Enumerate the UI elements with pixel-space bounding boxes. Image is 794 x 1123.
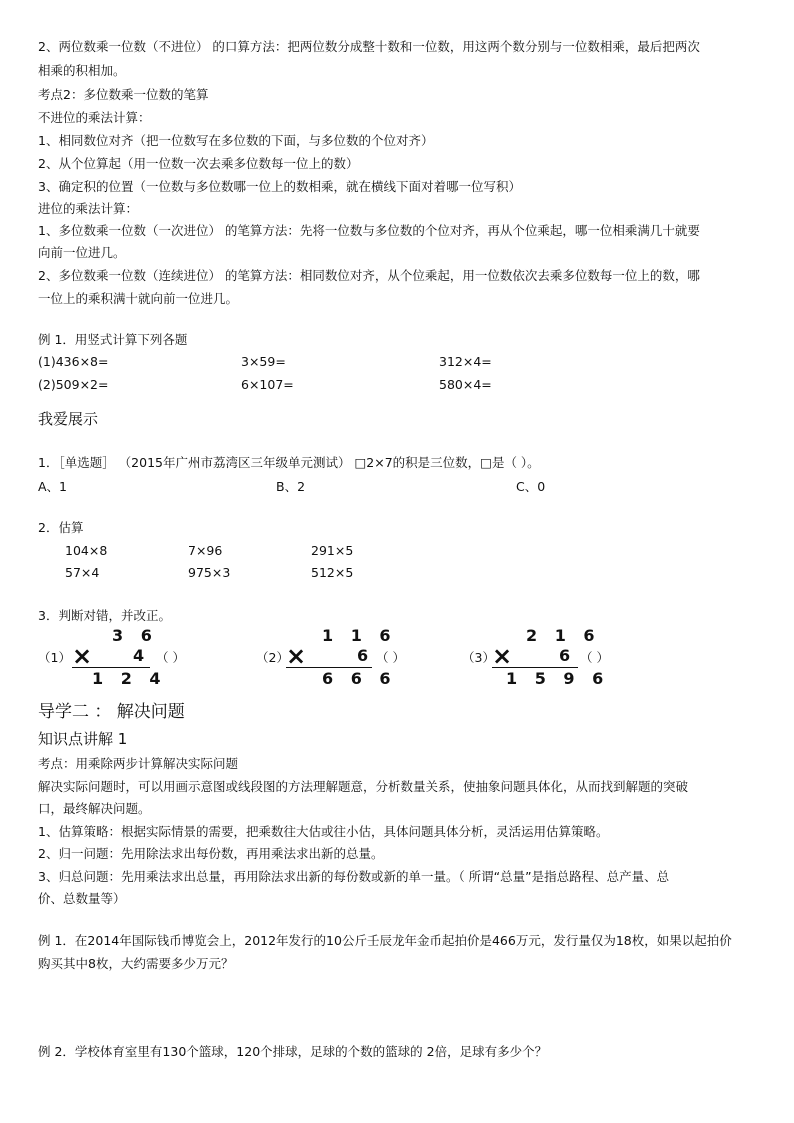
estimate-item: 975×3 (188, 565, 231, 580)
product: 6 6 6 (322, 669, 397, 688)
vertical-multiplication-3 (462, 624, 662, 690)
option-a: A、1 (38, 479, 68, 494)
text-line: 不进位的乘法计算： (38, 110, 151, 125)
item-label: （3） (462, 650, 495, 665)
equation-line (286, 667, 372, 668)
estimate-item: 57×4 (65, 565, 100, 580)
product: 1 5 9 6 (506, 669, 610, 688)
problem: 3×59= (241, 354, 286, 369)
text-line: 考点2：多位数乘一位数的笔算 (38, 87, 209, 102)
example-2-1-cont: 购买其中8枚，大约需要多少万元？ (38, 956, 234, 971)
section-2-heading: 导学二 ： 解决问题 (38, 702, 185, 722)
estimate-item: 512×5 (311, 565, 354, 580)
times-sign: × (492, 642, 513, 670)
multiplier: 6 (357, 646, 375, 665)
example-title: 例 1．用竖式计算下列各题 (38, 332, 188, 347)
vertical-multiplication-2 (256, 624, 456, 690)
text-line: 2、多位数乘一位数（连续进位） 的笔算方法：相同数位对齐，从个位乘起，用一位数依次去乘多位数每一位上的数，哪 (38, 268, 700, 283)
section-heading: 我爱展示 (38, 410, 99, 428)
example-row (38, 351, 758, 373)
section-2-subheading: 知识点讲解 1 (38, 730, 128, 748)
example-row (38, 374, 758, 396)
text-line: 向前一位进几。 (38, 245, 126, 260)
problem: 580×4= (439, 377, 492, 392)
text-line: 1、多位数乘一位数（一次进位） 的笔算方法：先将一位数与多位数的个位对齐，再从个位乘起，哪一位相乘满几十就要 (38, 223, 700, 238)
equation-line (72, 667, 150, 668)
question-1: 1．［单选题］ （2015年广州市荔湾区三年级单元测试） □2×7的积是三位数，□是（ ）。 (38, 455, 540, 470)
product: 1 2 4 (92, 669, 167, 688)
text-line: 2、两位数乘一位数（不进位） 的口算方法：把两位数分成整十数和一位数，用这两个数分别与一位数相乘，最后把两次 (38, 39, 700, 54)
option-b: B、2 (276, 479, 306, 494)
multiplicand: 1 1 6 (322, 626, 397, 645)
text-line: 1、相同数位对齐（把一位数写在多位数的下面，与多位数的个位对齐） (38, 133, 434, 148)
text-line: 2、从个位算起（用一位数一次去乘多位数每一位上的数） (38, 156, 359, 171)
estimate-row (38, 562, 758, 584)
example-2-1: 例 1．在2014年国际钱币博览会上，2012年发行的10公斤壬辰龙年金币起拍价是466万元，发行量仅为18枚，如果以起拍价 (38, 933, 732, 948)
text-line: 一位上的乘积满十就向前一位进几。 (38, 291, 239, 306)
multiplicand: 3 6 (112, 626, 158, 645)
item-label: （2） (256, 650, 289, 665)
answer-paren: （ ） (376, 650, 405, 665)
question-3: 3．判断对错，并改正。 (38, 608, 171, 623)
options-row (38, 476, 758, 498)
problem: 312×4= (439, 354, 492, 369)
answer-paren: （ ） (156, 650, 185, 665)
estimate-row (38, 540, 758, 562)
problem: 6×107= (241, 377, 294, 392)
text-line: 价、总数量等） (38, 891, 126, 906)
text-line: 3、归总问题：先用乘法求出总量，再用除法求出新的每份数或新的单一量。（ 所谓“总量”是指总路程、总产量、总 (38, 869, 670, 884)
problem: (1)436×8= (38, 354, 109, 369)
vertical-multiplication-1 (38, 624, 238, 690)
question-2: 2．估算 (38, 520, 84, 535)
multiplier: 6 (559, 646, 577, 665)
text-line: 进位的乘法计算： (38, 201, 139, 216)
text-line: 3、确定积的位置（一位数与多位数哪一位上的数相乘，就在横线下面对着哪一位写积） (38, 179, 521, 194)
times-sign: × (286, 642, 307, 670)
problem: (2)509×2= (38, 377, 109, 392)
equation-line (492, 667, 578, 668)
text-line: 2、归一问题：先用除法求出每份数，再用乘法求出新的总量。 (38, 846, 384, 861)
text-line: 相乘的积相加。 (38, 63, 126, 78)
estimate-item: 7×96 (188, 543, 223, 558)
example-2-2: 例 2．学校体育室里有130个篮球，120个排球，足球的个数的篮球的 2倍，足球有多少个？ (38, 1044, 548, 1059)
text-line: 解决实际问题时，可以用画示意图或线段图的方法理解题意，分析数量关系，使抽象问题具体化，从而找到解题的突破 (38, 779, 689, 794)
text-line: 口，最终解决问题。 (38, 801, 151, 816)
multiplier: 4 (133, 646, 151, 665)
estimate-item: 291×5 (311, 543, 354, 558)
times-sign: × (72, 642, 93, 670)
estimate-item: 104×8 (65, 543, 108, 558)
option-c: C、0 (516, 479, 546, 494)
multiplicand: 2 1 6 (526, 626, 601, 645)
text-line: 考点：用乘除两步计算解决实际问题 (38, 756, 239, 771)
answer-paren: （ ） (580, 650, 609, 665)
document-page (38, 0, 758, 1123)
item-label: （1） (38, 650, 71, 665)
text-line: 1、估算策略：根据实际情景的需要，把乘数往大估或往小估，具体问题具体分析，灵活运用估算策略。 (38, 824, 609, 839)
